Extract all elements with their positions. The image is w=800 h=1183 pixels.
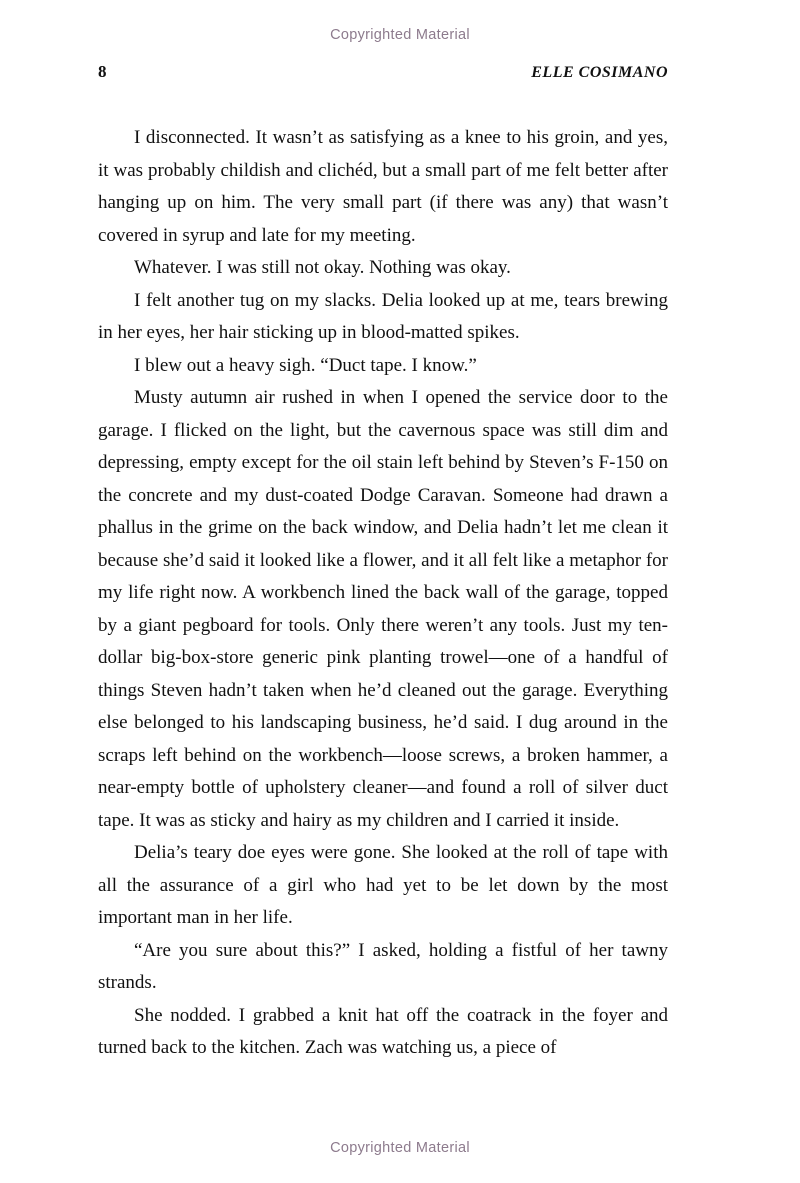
page-number: 8 xyxy=(98,62,107,81)
paragraph: Whatever. I was still not okay. Nothing was okay. xyxy=(134,257,511,278)
copyright-watermark-top: Copyrighted Material xyxy=(330,27,470,43)
paragraph: I disconnected. It wasn’t as satisfying as a knee to his groin, and yes, it was probably childish and clichéd, but a small part of me felt better after hanging up on him. The very small part (if there was any) that wasn’t covered in syrup and late for my meeting. xyxy=(98,127,668,246)
page-header xyxy=(98,62,668,82)
author-running-head: ELLE COSIMANO xyxy=(531,64,668,81)
paragraph: She nodded. I grabbed a knit hat off the coatrack in the foyer and turned back to the kitchen. Zach was watching us, a piece of xyxy=(98,1004,668,1058)
paragraph: “Are you sure about this?” I asked, holding a fistful of her tawny strands. xyxy=(98,939,668,993)
paragraph: I felt another tug on my slacks. Delia looked up at me, tears brewing in her eyes, her hair sticking up in blood-matted spikes. xyxy=(98,289,668,343)
body-text xyxy=(98,122,668,1065)
paragraph: Musty autumn air rushed in when I opened the service door to the garage. I flicked on the light, but the cavernous space was still dim and depressing, empty except for the oil stain left behind by Steven’s F-150 on the concrete and my dust-coated Dodge Caravan. Someone had drawn a phallus in the grime on the back window, and Delia hadn’t let me clean it because she’d said it looked like a flower, and it all felt like a metaphor for my life right now. A workbench lined the back wall of the garage, topped by a giant pegboard for tools. Only there weren’t any tools. Just my ten-dollar big-box-store generic pink planting trowel—one of a handful of things Steven hadn’t taken when he’d cleaned out the garage. Everything else belonged to his landscaping business, he’d said. I dug around in the scraps left behind on the workbench—loose screws, a broken hammer, a near-empty bottle of upholstery cleaner—and found a roll of silver duct tape. It was as sticky and hairy as my children and I carried it inside. xyxy=(98,387,668,831)
copyright-watermark-bottom: Copyrighted Material xyxy=(330,1140,470,1156)
paragraph: Delia’s teary doe eyes were gone. She looked at the roll of tape with all the assurance of a girl who had yet to be let down by the most important man in her life. xyxy=(98,842,668,928)
paragraph: I blew out a heavy sigh. “Duct tape. I know.” xyxy=(134,354,477,376)
